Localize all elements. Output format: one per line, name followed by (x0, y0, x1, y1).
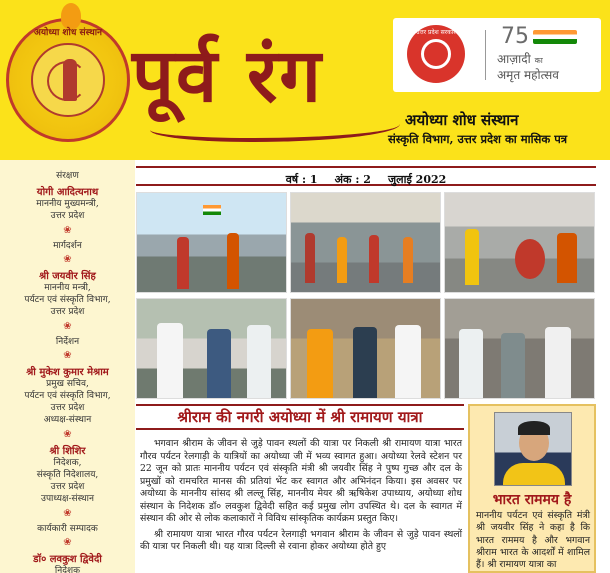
editor-name: डॉ० लवकुश द्विवेदी (33, 554, 102, 565)
up-logo-text: उत्तर प्रदेश सरकार (416, 29, 456, 36)
guide-name: श्री जयवीर सिंह (39, 271, 96, 282)
government-logos (393, 18, 601, 92)
guide-heading: मार्गदर्शन (53, 241, 82, 251)
flower-icon: ❀ (63, 350, 72, 361)
issue-info-bar (136, 166, 596, 186)
indian-flag-icon (533, 30, 577, 44)
flower-icon: ❀ (63, 225, 72, 236)
ayodhya-shodh-sansthan-seal (6, 18, 130, 142)
issue-month: जुलाई 2022 (387, 173, 447, 186)
issue-year: वर्ष : 1 (285, 173, 318, 186)
photo-folk-performers-platform (290, 192, 441, 293)
editorial-sidebar: संरक्षण योगी आदित्यनाथ माननीय मुख्यमन्त्री, उत्तर प्रदेश ❀ मार्गदर्शन ❀ श्री जयवीर सिंह माननीय मन्त्री, पर्यटन एवं संस्कृति विभाग, उत्तर प्रदेश ❀ निर्देशन ❀ श्री मुकेश कुमार मेश्राम प्रमुख सचिव, पर्यटन एवं संस्कृति विभाग, उत्तर प्रदेश अध्यक्ष-संस्थान ❀ श्री शिशिर निदेशक, संस्कृति निदेशालय, उत्तर प्रदेश उपाध्यक्ष-संस्थान ❀ कार्यकारी सम्पादक ❀ डॉ० लवकुश द्विवेदी निदेशक (0, 160, 135, 573)
flower-icon: ❀ (63, 321, 72, 332)
azadi-ka-amrit-mahotsav-text: आज़ादी का अमृत महोत्सव (497, 52, 559, 82)
flower-icon: ❀ (63, 537, 72, 548)
institute-subtitle: संस्कृति विभाग, उत्तर प्रदेश का मासिक पत्र (388, 132, 568, 146)
azadi-75-number: 75 (501, 24, 529, 49)
flower-icon: ❀ (63, 254, 72, 265)
quote-heading: भारत राममय है (492, 492, 572, 508)
institute-name: अयोध्या शोध संस्थान (405, 111, 519, 129)
article-paragraph: भगवान श्रीराम के जीवन से जुड़े पावन स्थलों की यात्रा पर निकली श्री रामायण यात्रा भारत गौरव पर्यटन रेलगाड़ी के यात्रियों का अयोध्या जी में भव्य स्वागत हुआ। अयोध्या रेलवे स्टेशन पर 22 जून को प्रातः माननीय पर्यटन एवं संस्कृति मंत्री श्री जयवीर सिंह ने पुष्प गुच्छ और दल के प्रमुखों को रामचरित मानस की प्रतियां भेंट कर स्वागत और अभिनंदन किया। इस अवसर पर अयोध्या के माननीय सांसद श्री लल्लू सिंह, माननीय मेयर श्री ऋषिकेश उपाध्याय, अयोध्या शोध संस्थान के निदेशक डॉ० लवकुश द्विवेदी सहित कई प्रमुख लोग उपस्थित थे। दल के स्वागत में संस्थान की ओर से लोक कलाकारों ने विविध सांस्कृतिक कार्यक्रम प्रस्तुत किए। (140, 438, 462, 524)
minister-quote-box (468, 404, 596, 573)
photo-drum-dancers (444, 192, 595, 293)
logo-divider (485, 30, 486, 80)
issue-number: अंक : 2 (334, 173, 371, 186)
patron-heading: संरक्षण (56, 171, 79, 181)
photo-ramcharitmanas-presentation (290, 298, 441, 399)
photo-station-welcome (136, 192, 287, 293)
photo-minister-greeting (136, 298, 287, 399)
director2-name: श्री शिशिर (49, 446, 86, 457)
up-government-logo-icon (407, 25, 465, 83)
flag-icon (203, 205, 221, 215)
newsletter-title: पूर्व रंग (132, 33, 323, 119)
minister-portrait (494, 412, 572, 486)
flower-icon: ❀ (63, 429, 72, 440)
quote-text: माननीय पर्यटन एवं संस्कृति मंत्री श्री जयवीर सिंह ने कहा है कि भारत राममय है और भगवान श्रीराम भारत के आदर्शों में शामिल हैं। श्री रामायण यात्रा का (476, 510, 590, 571)
article-headline: श्रीराम की नगरी अयोध्या में श्री रामायण यात्रा (136, 404, 464, 430)
title-swoosh (150, 112, 400, 142)
editor-heading: कार्यकारी सम्पादक (37, 524, 98, 534)
director1-name: श्री मुकेश कुमार मेश्राम (26, 367, 109, 378)
photo-crowd-gathering (444, 298, 595, 399)
article-paragraph: श्री रामायण यात्रा भारत गौरव पर्यटन रेलगाड़ी भगवान श्रीराम के जीवन से जुड़े पावन स्थलों की यात्रा पर निकली थी। यह यात्रा दिल्ली से रवाना होकर अयोध्या होते हुए (140, 528, 462, 552)
seal-text: अयोध्या शोध संस्थान (33, 28, 103, 38)
patron-name: योगी आदित्यनाथ (36, 187, 99, 198)
article-body (140, 438, 462, 557)
rama-figure-icon (63, 59, 77, 101)
masthead (0, 0, 610, 160)
seal-emblem-icon (31, 43, 105, 117)
flower-icon: ❀ (63, 508, 72, 519)
direction-heading: निर्देशन (55, 337, 80, 347)
